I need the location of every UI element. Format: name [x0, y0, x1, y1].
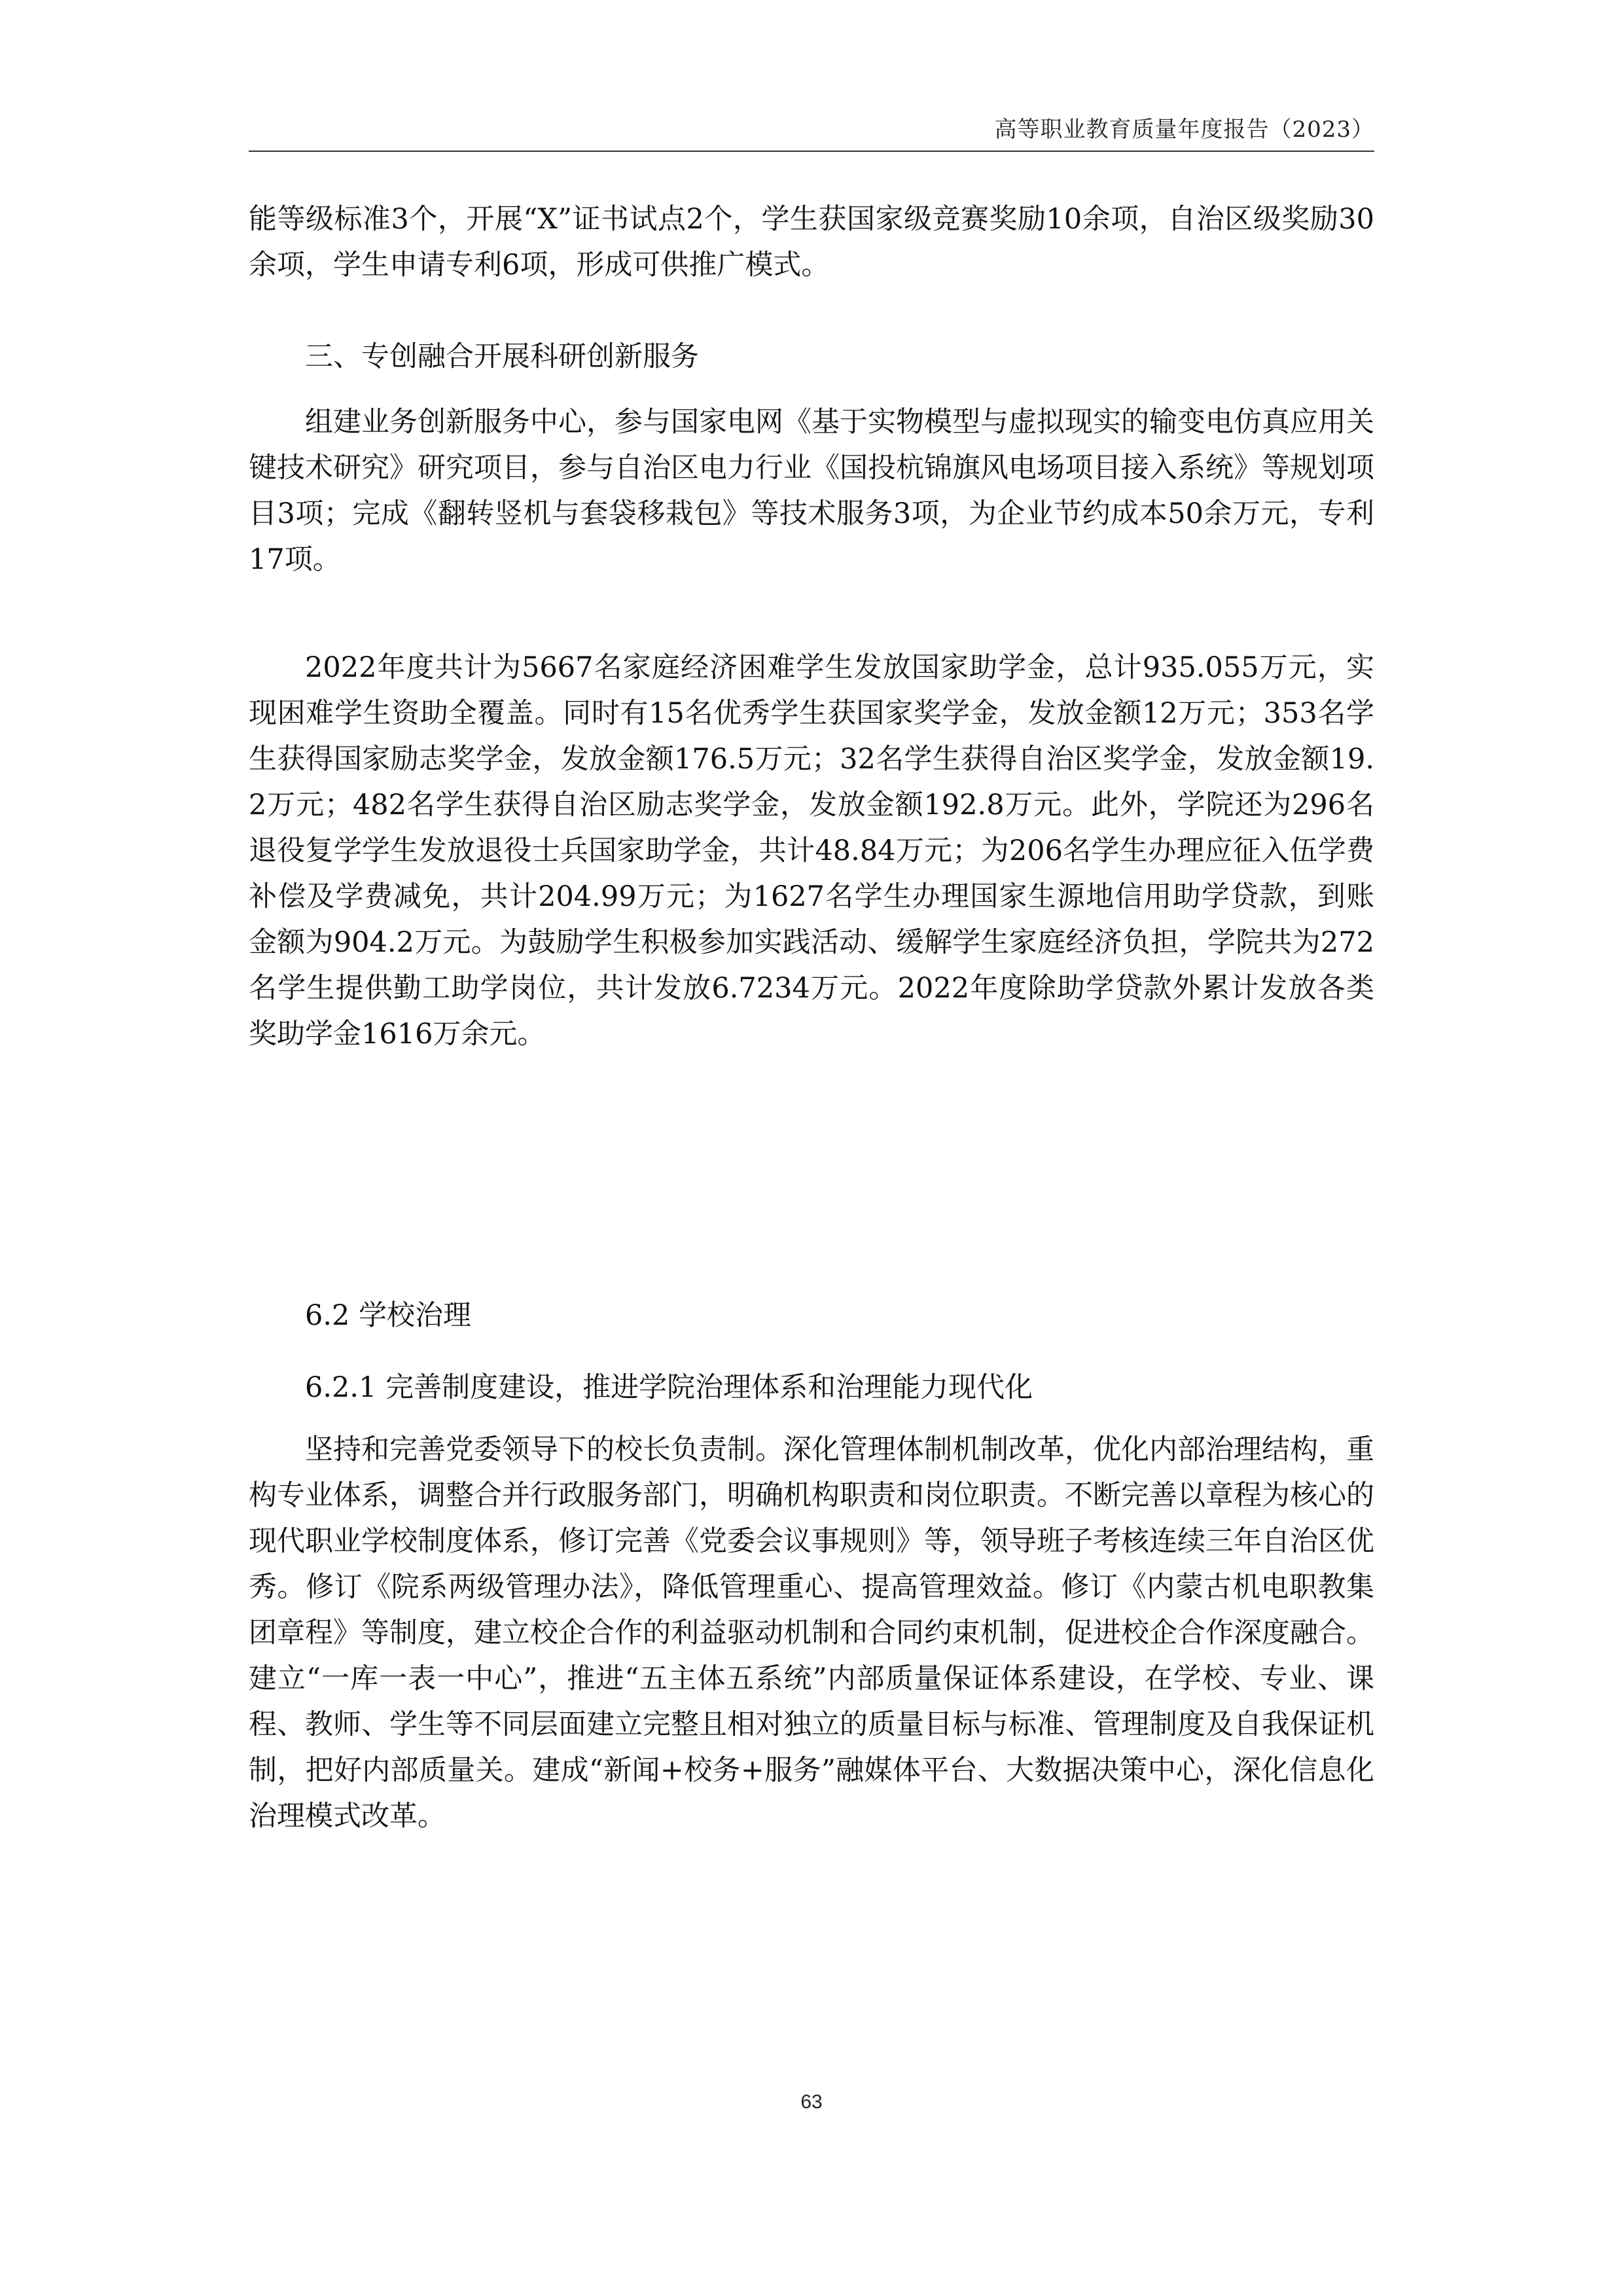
paragraph-research-service: 组建业务创新服务中心，参与国家电网《基于实物模型与虚拟现实的输变电仿真应用关键技术研究》研究项目，参与自治区电力行业《国投杭锦旗风电场项目接入系统》等规划项目3项；完成《翻转竖机与套袋移栽包》等技术服务3项，为企业节约成本50余万元，专利17项。: [249, 406, 1374, 576]
page-number: 63: [800, 2091, 823, 2113]
section-heading: 三、专创融合开展科研创新服务: [305, 340, 699, 373]
paragraph-governance: 坚持和完善党委领导下的校长负责制。深化管理体制机制改革，优化内部治理结构，重构专业体系，调整合并行政服务部门，明确机构职责和岗位职责。不断完善以章程为核心的现代职业学校制度体系，修订完善《党委会议事规则》等，领导班子考核连续三年自治区优秀。修订《院系两级管理办法》，降低管理重心、提高管理效益。修订《内蒙古机电职教集团章程》等制度，建立校企合作的利益驱动机制和合同约束机制，促进校企合作深度融合。建立“一库一表一中心”，推进“五主体五系统”内部质量保证体系建设，在学校、专业、课程、教师、学生等不同层面建立完整且相对独立的质量目标与标准、管理制度及自我保证机制，把好内部质量关。建成“新闻+校务+服务”融媒体平台、大数据决策中心，深化信息化治理模式改革。: [249, 1433, 1374, 1833]
paragraph-financial-aid: 2022年度共计为5667名家庭经济困难学生发放国家助学金，总计935.055万元，实现困难学生资助全覆盖。同时有15名优秀学生获国家奖学金，发放金额12万元；353名学生获得国家励志奖学金，发放金额176.5万元；32名学生获得自治区奖学金，发放金额19.2万元；482名学生获得自治区励志奖学金，发放金额192.8万元。此外，学院还为296名退役复学学生发放退役士兵国家助学金，共计48.84万元；为206名学生办理应征入伍学费补偿及学费减免，共计204.99万元；为1627名学生办理国家生源地信用助学贷款，到账金额为904.2万元。为鼓励学生积极参加实践活动、缓解学生家庭经济负担，学院共为272名学生提供勤工助学岗位，共计发放6.7234万元。2022年度除助学贷款外累计发放各类奖助学金1616万余元。: [249, 651, 1374, 1050]
header-rule: [249, 151, 1374, 152]
running-header: 高等职业教育质量年度报告（2023）: [994, 117, 1374, 143]
subsection-heading: 6.2.1 完善制度建设，推进学院治理体系和治理能力现代化: [305, 1371, 1033, 1404]
paragraph-continuation: 能等级标准3个，开展“X”证书试点2个，学生获国家级竞赛奖励10余项，自治区级奖励30余项，学生申请专利6项，形成可供推广模式。: [249, 203, 1374, 281]
section-heading-school-governance: 6.2 学校治理: [305, 1299, 472, 1332]
